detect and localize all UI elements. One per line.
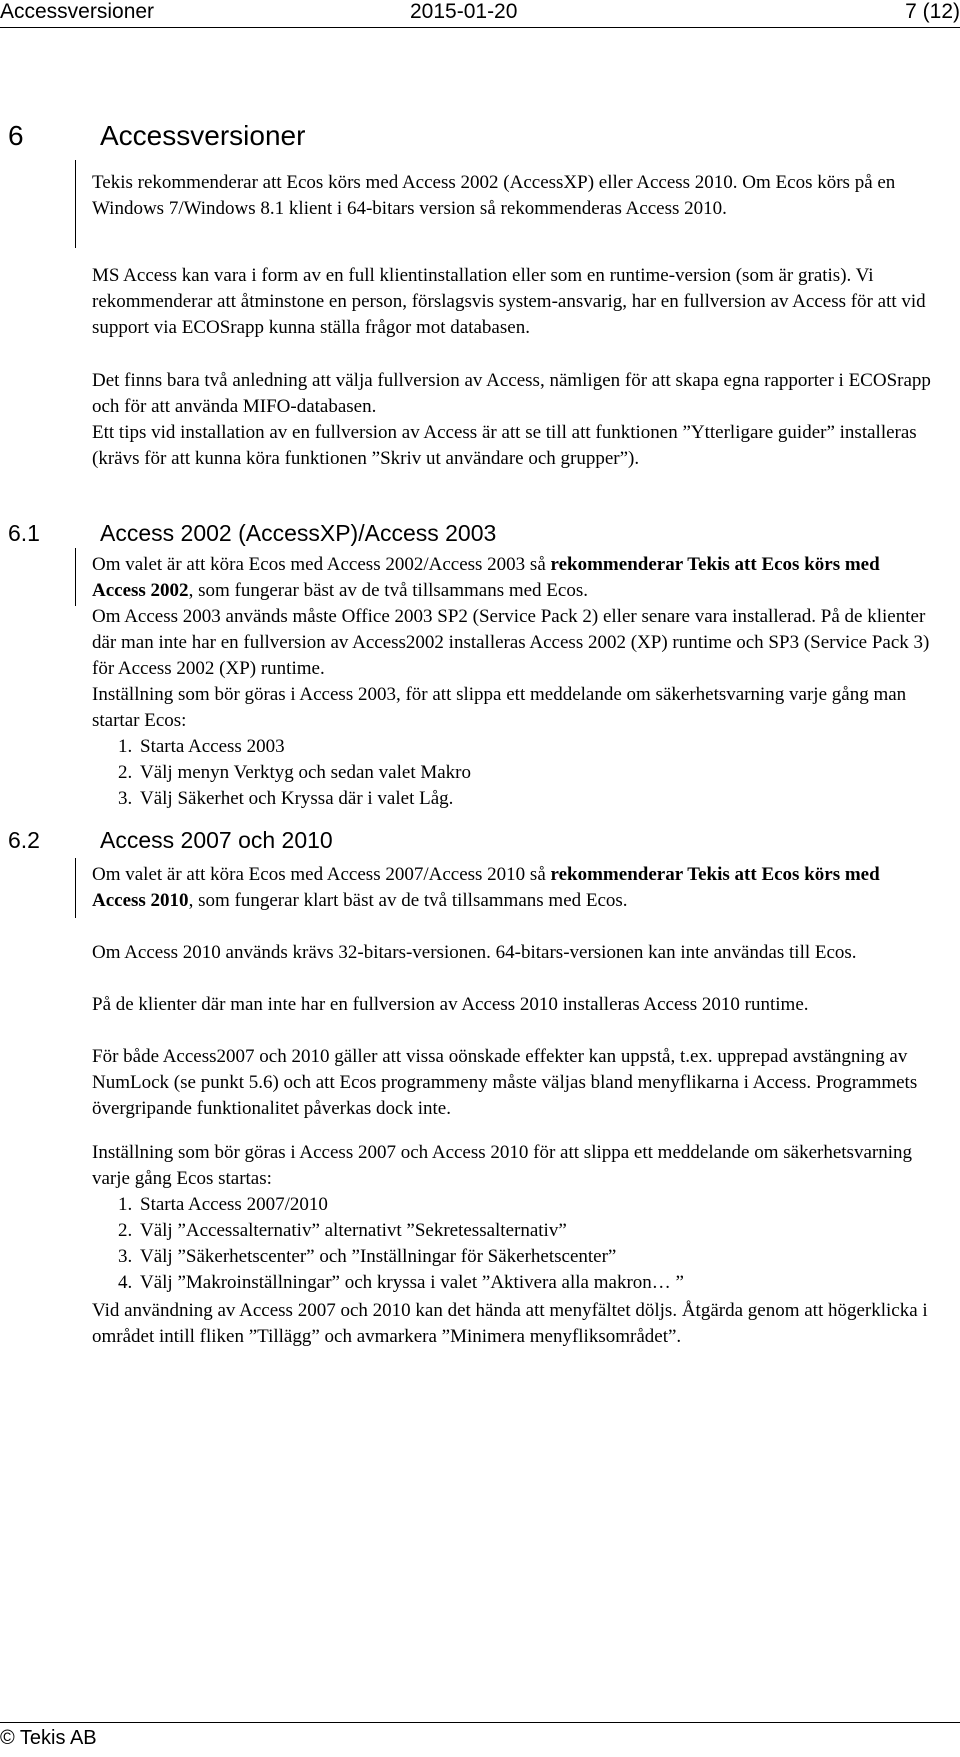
section-number: 6.1 bbox=[8, 520, 40, 546]
step-item: 1. Starta Access 2003 bbox=[137, 734, 960, 760]
step-item: 4. Välj ”Makroinställningar” och kryssa i valet ”Aktivera alla makron… ” bbox=[137, 1270, 960, 1296]
intro-text: Om valet är att köra Ecos med Access 2002/Access 2003 så bbox=[92, 554, 551, 575]
section-number: 6.2 bbox=[8, 827, 40, 853]
footer-rule bbox=[0, 1722, 960, 1723]
intro-recommendation: rekommenderar Tekis att Ecos körs med Access 2002 bbox=[92, 554, 880, 601]
intro-recommendation: rekommenderar Tekis att Ecos körs med Access 2010 bbox=[92, 864, 880, 911]
chapter-paragraph-1: Tekis rekommenderar att Ecos körs med Access 2002 (AccessXP) eller Access 2010. Om Ecos körs på en Windows 7/Windows 8.1 klient i 64-bitars version så rekommenderas Access 2010. bbox=[92, 172, 896, 219]
section-title: Access 2002 (AccessXP)/Access 2003 bbox=[100, 520, 497, 546]
section-6-2-paragraph-2: På de klienter där man inte har en fullversion av Access 2010 installeras Access 2010 runtime. bbox=[92, 994, 809, 1015]
section-6-1-paragraph-2: Inställning som bör göras i Access 2003, för att slippa ett meddelande om säkerhetsvarning varje gång man startar Ecos: bbox=[92, 684, 907, 731]
chapter-number: 6 bbox=[8, 120, 24, 151]
page-header bbox=[0, 0, 960, 26]
intro-text-end: , som fungerar klart bäst av de två tillsammans med Ecos. bbox=[188, 890, 628, 911]
step-item: 1. Starta Access 2007/2010 bbox=[137, 1192, 960, 1218]
section-title: Access 2007 och 2010 bbox=[100, 827, 333, 853]
header-page-number: 7 (12) bbox=[905, 0, 960, 23]
section-6-2-paragraph-3: För både Access2007 och 2010 gäller att vissa oönskade effekter kan uppstå, t.ex. upprepad avstängning av NumLock (se punkt 5.6) och att Ecos programmeny måste väljas bland menyflikarna i Access. Programmets övergripande funktionalitet påverkas dock inte. bbox=[92, 1046, 918, 1119]
chapter-title: Accessversioner bbox=[100, 120, 306, 151]
chapter-paragraph-2: MS Access kan vara i form av en full klientinstallation eller som en runtime-version (som är gratis). Vi rekommenderar att åtminstone en person, förslagsvis system-ansvarig, har en fullversion av Access för att vid support via ECOSrapp kunna ställa frågor mot databasen. bbox=[92, 265, 926, 338]
step-item: 2. Välj ”Accessalternativ” alternativt ”Sekretessalternativ” bbox=[137, 1218, 960, 1244]
header-rule bbox=[0, 27, 960, 28]
intro-text: Om valet är att köra Ecos med Access 2007/Access 2010 så bbox=[92, 864, 551, 885]
section-6-2-paragraph-1: Om Access 2010 används krävs 32-bitars-versionen. 64-bitars-versionen kan inte användas till Ecos. bbox=[92, 942, 857, 963]
step-item: 2. Välj menyn Verktyg och sedan valet Makro bbox=[137, 760, 960, 786]
header-date: 2015-01-20 bbox=[410, 0, 518, 23]
section-6-2-intro bbox=[92, 862, 932, 914]
revision-bar bbox=[75, 548, 76, 606]
header-title: Accessversioner bbox=[0, 0, 155, 23]
revision-bar bbox=[75, 160, 76, 248]
step-item: 3. Välj Säkerhet och Kryssa där i valet Låg. bbox=[137, 786, 960, 812]
section-6-2-paragraph-4: Inställning som bör göras i Access 2007 och Access 2010 för att slippa ett meddelande om säkerhetsvarning varje gång Ecos startas: bbox=[92, 1142, 912, 1189]
chapter-paragraph-4: Ett tips vid installation av en fullversion av Access är att se till att funktionen ”Ytterligare guider” installeras (krävs för att kunna köra funktionen ”Skriv ut användare och grupper”). bbox=[92, 422, 917, 469]
section-6-1-paragraph-1: Om Access 2003 används måste Office 2003 SP2 (Service Pack 2) eller senare vara installerad. På de klienter där man inte har en fullversion av Access2002 installeras Access 2002 (XP) runtime och SP3 (Service Pack 3) för Access 2002 (XP) runtime. bbox=[92, 606, 930, 679]
footer-copyright: © Tekis AB bbox=[0, 1727, 97, 1749]
intro-text-end: , som fungerar bäst av de två tillsammans med Ecos. bbox=[188, 580, 588, 601]
section-6-1-steps bbox=[92, 734, 960, 812]
section-6-2-closing: Vid användning av Access 2007 och 2010 kan det hända att menyfältet döljs. Åtgärda genom att högerklicka i området intill fliken ”Tillägg” och avmarkera ”Minimera menyfliksområdet”. bbox=[92, 1300, 928, 1347]
step-item: 3. Välj ”Säkerhetscenter” och ”Inställningar för Säkerhetscenter” bbox=[137, 1244, 960, 1270]
section-6-2-steps bbox=[92, 1192, 960, 1296]
section-6-1-intro bbox=[92, 552, 932, 604]
revision-bar bbox=[75, 858, 76, 918]
chapter-paragraph-3: Det finns bara två anledning att välja fullversion av Access, nämligen för att skapa egna rapporter i ECOSrapp och för att använda MIFO-databasen. bbox=[92, 370, 931, 417]
